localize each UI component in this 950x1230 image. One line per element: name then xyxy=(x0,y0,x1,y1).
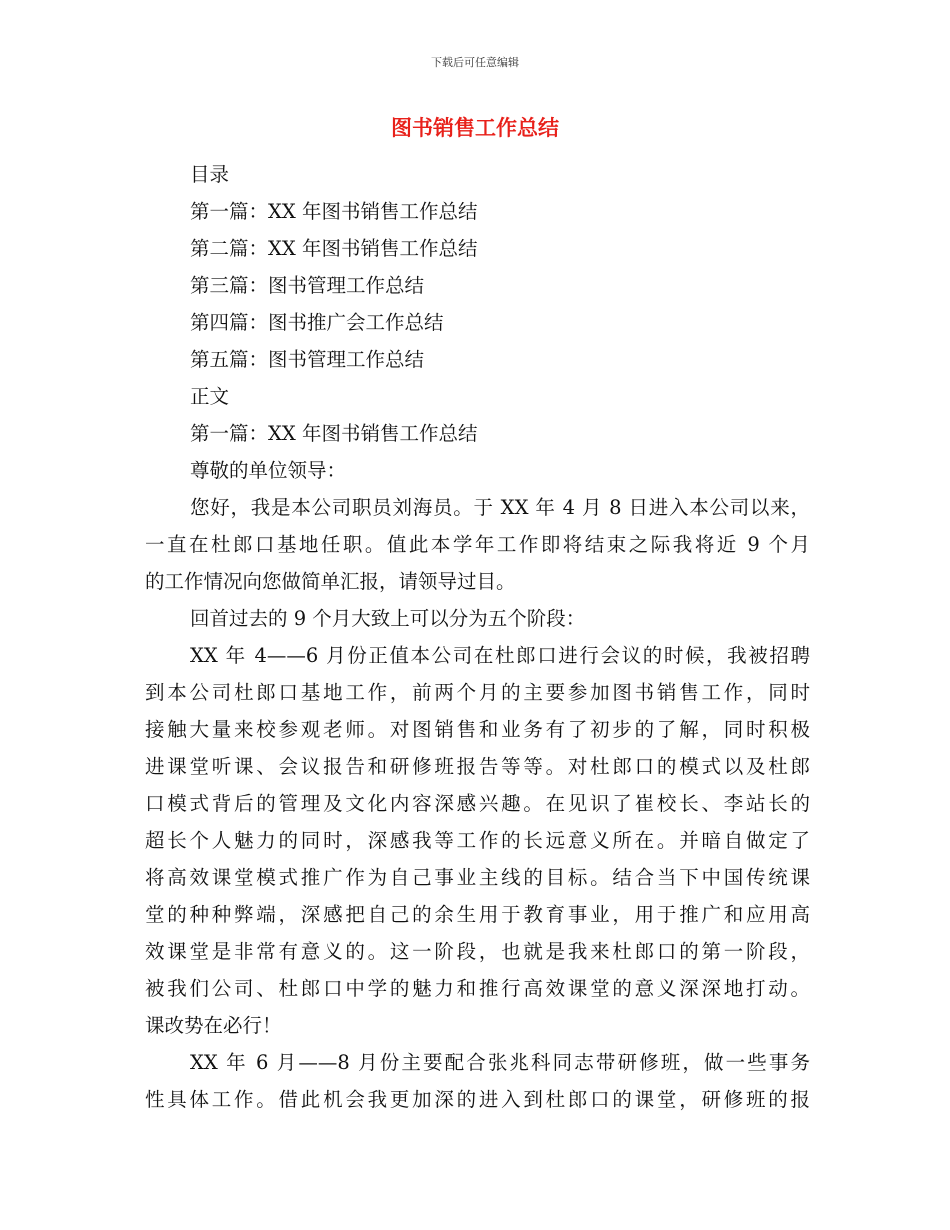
text-line: XX 年 4——6 月份正值本公司在杜郎口进行会议的时候，我被招聘 xyxy=(190,644,810,667)
text-line: 的工作情况向您做简单汇报，请领导过目。 xyxy=(145,570,516,593)
text-line: 一直在杜郎口基地任职。值此本学年工作即将结束之际我将近 9 个月 xyxy=(145,533,810,556)
text-line: 接触大量来校参观老师。对图销售和业务有了初步的了解，同时积极 xyxy=(145,718,810,741)
text-line: 第五篇：图书管理工作总结 xyxy=(190,348,425,371)
document-title: 图书销售工作总结 xyxy=(391,116,559,140)
text-line: XX 年 6 月——8 月份主要配合张兆科同志带研修班，做一些事务 xyxy=(190,1051,810,1074)
text-line: 目录 xyxy=(190,163,230,186)
text-line: 尊敬的单位领导： xyxy=(190,459,347,482)
text-line: 第一篇：XX 年图书销售工作总结 xyxy=(190,422,478,445)
text-line: 口模式背后的管理及文化内容深感兴趣。在见识了崔校长、李站长的 xyxy=(145,792,810,815)
text-line: 进课堂听课、会议报告和研修班报告等等。对杜郎口的模式以及杜郎 xyxy=(145,755,810,778)
page-header: 下载后可任意编辑 xyxy=(431,56,519,69)
text-line: 堂的种种弊端，深感把自己的余生用于教育事业，用于推广和应用高 xyxy=(145,903,810,926)
text-line: 被我们公司、杜郎口中学的魅力和推行高效课堂的意义深深地打动。 xyxy=(145,977,810,1000)
text-line: 课改势在必行！ xyxy=(145,1014,282,1037)
text-line: 性具体工作。借此机会我更加深的进入到杜郎口的课堂，研修班的报 xyxy=(145,1088,810,1111)
document-body xyxy=(145,156,810,1118)
text-line: 正文 xyxy=(190,385,230,408)
text-line: 效课堂是非常有意义的。这一阶段，也就是我来杜郎口的第一阶段， xyxy=(145,940,810,963)
text-line: 第四篇：图书推广会工作总结 xyxy=(190,311,444,334)
text-line: 您好，我是本公司职员刘海员。于 XX 年 4 月 8 日进入本公司以来， xyxy=(190,496,810,519)
text-line: 将高效课堂模式推广作为自己事业主线的目标。结合当下中国传统课 xyxy=(145,866,810,889)
text-line: 第二篇：XX 年图书销售工作总结 xyxy=(190,237,478,260)
text-line: 第一篇：XX 年图书销售工作总结 xyxy=(190,200,478,223)
text-line: 超长个人魅力的同时，深感我等工作的长远意义所在。并暗自做定了 xyxy=(145,829,810,852)
text-line: 第三篇：图书管理工作总结 xyxy=(190,274,425,297)
text-line: 到本公司杜郎口基地工作，前两个月的主要参加图书销售工作，同时 xyxy=(145,681,810,704)
text-line: 回首过去的 9 个月大致上可以分为五个阶段： xyxy=(190,607,586,630)
